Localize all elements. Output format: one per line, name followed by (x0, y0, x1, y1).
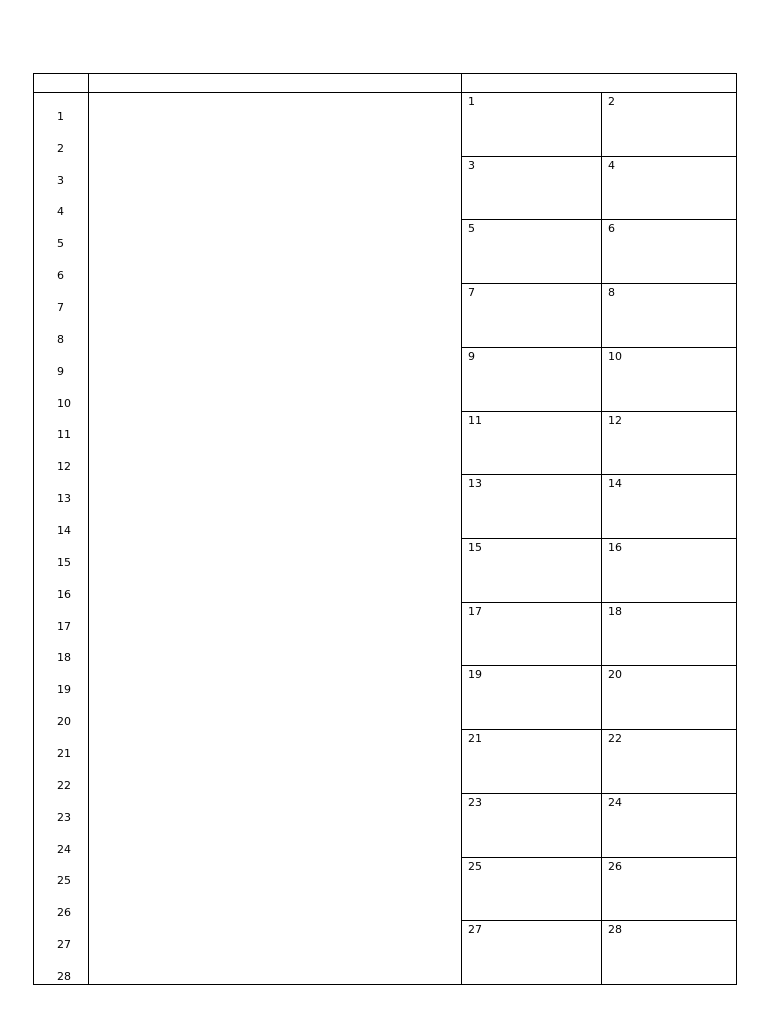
row-number-cell (34, 858, 89, 890)
form-table (33, 73, 737, 985)
header-description-cell (89, 74, 462, 92)
table-row (34, 635, 462, 667)
row-description-field[interactable] (89, 539, 462, 571)
grid-cell-number: 14 (608, 477, 622, 491)
grid-row (462, 794, 736, 858)
row-number-cell (34, 571, 89, 603)
table-row (34, 475, 462, 507)
row-number-cell (34, 794, 89, 826)
row-number-cell (34, 316, 89, 348)
row-number: 28 (57, 969, 71, 983)
row-number: 22 (57, 778, 71, 792)
grid-cell[interactable] (602, 921, 736, 985)
row-description-field[interactable] (89, 507, 462, 539)
row-description-field[interactable] (89, 858, 462, 890)
grid-cell[interactable] (602, 284, 736, 347)
row-number: 6 (57, 269, 64, 283)
row-number: 16 (57, 587, 71, 601)
grid-cell[interactable] (462, 666, 602, 729)
row-number-cell (34, 666, 89, 698)
table-row (34, 125, 462, 157)
grid-cell-number: 4 (608, 158, 615, 172)
grid-cell-number: 7 (468, 286, 475, 300)
row-description-field[interactable] (89, 189, 462, 221)
grid-row (462, 475, 736, 539)
grid-cell-number: 6 (608, 222, 615, 236)
row-description-field[interactable] (89, 889, 462, 921)
grid-row (462, 858, 736, 922)
row-number: 4 (57, 205, 64, 219)
grid-cell-number: 11 (468, 413, 482, 427)
table-row (34, 603, 462, 635)
grid-cell[interactable] (462, 794, 602, 857)
row-number-cell (34, 730, 89, 762)
row-description-field[interactable] (89, 730, 462, 762)
grid-cell[interactable] (462, 220, 602, 283)
row-number-cell (34, 539, 89, 571)
row-number-cell (34, 252, 89, 284)
row-description-field[interactable] (89, 380, 462, 412)
row-number-cell (34, 380, 89, 412)
row-number-cell (34, 698, 89, 730)
row-number-cell (34, 93, 89, 125)
table-row (34, 921, 462, 953)
table-row (34, 220, 462, 252)
row-number: 9 (57, 364, 64, 378)
numbered-rows (34, 93, 462, 985)
grid-cell[interactable] (462, 475, 602, 538)
row-description-field[interactable] (89, 826, 462, 858)
row-number-cell (34, 220, 89, 252)
grid-cell[interactable] (462, 93, 602, 156)
row-description-field[interactable] (89, 316, 462, 348)
grid-cell[interactable] (602, 539, 736, 602)
grid-cell[interactable] (602, 475, 736, 538)
grid-cell-number: 10 (608, 349, 622, 363)
row-number: 20 (57, 715, 71, 729)
row-number: 5 (57, 237, 64, 251)
grid-cell-number: 8 (608, 286, 615, 300)
grid-cell-number: 15 (468, 541, 482, 554)
grid-cell-number: 17 (468, 604, 482, 618)
table-row (34, 348, 462, 380)
grid-row (462, 921, 736, 985)
grid-cell-number: 28 (608, 923, 622, 937)
grid-cell[interactable] (462, 858, 602, 921)
grid-cell[interactable] (602, 603, 736, 666)
row-number: 27 (57, 938, 71, 952)
header-number-cell (34, 74, 89, 92)
row-number: 17 (57, 619, 71, 633)
row-number-cell (34, 475, 89, 507)
row-number: 11 (57, 428, 71, 442)
grid-cell[interactable] (462, 412, 602, 475)
row-number: 8 (57, 332, 64, 346)
row-number-cell (34, 635, 89, 667)
row-description-field[interactable] (89, 220, 462, 252)
grid-row (462, 730, 736, 794)
row-number: 12 (57, 460, 71, 474)
grid-row (462, 284, 736, 348)
table-row (34, 380, 462, 412)
row-description-field[interactable] (89, 698, 462, 730)
row-description-field[interactable] (89, 348, 462, 380)
grid-cell[interactable] (602, 157, 736, 220)
grid-cell[interactable] (602, 858, 736, 921)
row-number-cell (34, 507, 89, 539)
table-header-row (34, 74, 736, 93)
grid-cell-number: 1 (468, 95, 475, 108)
grid-row (462, 220, 736, 284)
table-row (34, 889, 462, 921)
row-number: 26 (57, 906, 71, 920)
grid-cell[interactable] (602, 412, 736, 475)
grid-cell-number: 2 (608, 95, 615, 108)
row-number: 24 (57, 842, 71, 856)
grid-row (462, 603, 736, 667)
row-number: 10 (57, 396, 71, 410)
grid-cell[interactable] (462, 921, 602, 985)
table-row (34, 858, 462, 890)
row-number: 18 (57, 651, 71, 665)
table-row (34, 571, 462, 603)
grid-cell-number: 21 (468, 732, 482, 746)
row-description-field[interactable] (89, 794, 462, 826)
grid-cell[interactable] (462, 539, 602, 602)
grid-cell[interactable] (602, 220, 736, 283)
row-number: 1 (57, 109, 64, 123)
grid-cell-number: 23 (468, 795, 482, 809)
grid-cell-number: 3 (468, 158, 475, 172)
grid-cell[interactable] (602, 794, 736, 857)
row-number: 23 (57, 810, 71, 824)
grid-cell[interactable] (462, 284, 602, 347)
grid-cell-number: 18 (608, 604, 622, 618)
row-number: 7 (57, 300, 64, 314)
table-row (34, 93, 462, 125)
row-description-field[interactable] (89, 157, 462, 189)
grid-cell[interactable] (462, 348, 602, 411)
grid-row (462, 93, 736, 157)
row-number: 14 (57, 523, 71, 537)
grid-cell-number: 26 (608, 859, 622, 873)
row-number: 3 (57, 173, 64, 187)
table-row (34, 284, 462, 316)
table-row (34, 666, 462, 698)
table-row (34, 507, 462, 539)
grid-cell-number: 9 (468, 349, 475, 363)
grid-cell[interactable] (462, 603, 602, 666)
grid-cell-number: 19 (468, 668, 482, 682)
row-description-field[interactable] (89, 252, 462, 284)
grid-row (462, 348, 736, 412)
grid-cell[interactable] (602, 348, 736, 411)
row-number: 15 (57, 555, 71, 569)
row-description-field[interactable] (89, 953, 462, 985)
grid-cell[interactable] (602, 666, 736, 729)
table-row (34, 794, 462, 826)
row-number-cell (34, 443, 89, 475)
table-row (34, 412, 462, 444)
row-number-cell (34, 921, 89, 953)
table-row (34, 730, 462, 762)
grid-row (462, 412, 736, 476)
row-number-cell (34, 603, 89, 635)
row-description-field[interactable] (89, 284, 462, 316)
grid-cell-number: 22 (608, 732, 622, 746)
table-row (34, 826, 462, 858)
grid-cell[interactable] (462, 157, 602, 220)
row-number: 25 (57, 874, 71, 888)
row-description-field[interactable] (89, 603, 462, 635)
grid-cell[interactable] (602, 730, 736, 793)
grid-cell-number: 27 (468, 923, 482, 937)
row-number-cell (34, 762, 89, 794)
row-number-cell (34, 157, 89, 189)
table-row (34, 252, 462, 284)
row-description-field[interactable] (89, 443, 462, 475)
table-row (34, 157, 462, 189)
grid-cell-number: 13 (468, 477, 482, 491)
table-row (34, 316, 462, 348)
row-description-field[interactable] (89, 475, 462, 507)
row-description-field[interactable] (89, 762, 462, 794)
grid-cell-number: 16 (608, 541, 622, 554)
row-number: 19 (57, 683, 71, 697)
row-description-field[interactable] (89, 125, 462, 157)
row-number: 21 (57, 746, 71, 760)
grid-row (462, 539, 736, 603)
grid-cell[interactable] (462, 730, 602, 793)
row-description-field[interactable] (89, 666, 462, 698)
grid-cell-number: 20 (608, 668, 622, 682)
table-row (34, 762, 462, 794)
grid-cell[interactable] (602, 93, 736, 156)
grid-row (462, 666, 736, 730)
table-row (34, 539, 462, 571)
row-number-cell (34, 412, 89, 444)
row-number-cell (34, 348, 89, 380)
grid-row (462, 157, 736, 221)
grid-cell-number: 12 (608, 413, 622, 427)
row-description-field[interactable] (89, 412, 462, 444)
table-row (34, 189, 462, 221)
row-number-cell (34, 125, 89, 157)
grid-cell-number: 25 (468, 859, 482, 873)
row-description-field[interactable] (89, 93, 462, 125)
row-description-field[interactable] (89, 571, 462, 603)
table-row (34, 443, 462, 475)
table-row (34, 698, 462, 730)
row-description-field[interactable] (89, 635, 462, 667)
row-number-cell (34, 953, 89, 985)
row-number-cell (34, 284, 89, 316)
grid-cell-number: 24 (608, 795, 622, 809)
row-number: 13 (57, 492, 71, 506)
row-number-cell (34, 826, 89, 858)
header-grid-cell (462, 74, 736, 92)
row-number-cell (34, 889, 89, 921)
table-row (34, 953, 462, 985)
row-number-cell (34, 189, 89, 221)
grid-cell-number: 5 (468, 222, 475, 236)
row-description-field[interactable] (89, 921, 462, 953)
numbered-grid (462, 93, 736, 985)
row-number: 2 (57, 141, 64, 155)
